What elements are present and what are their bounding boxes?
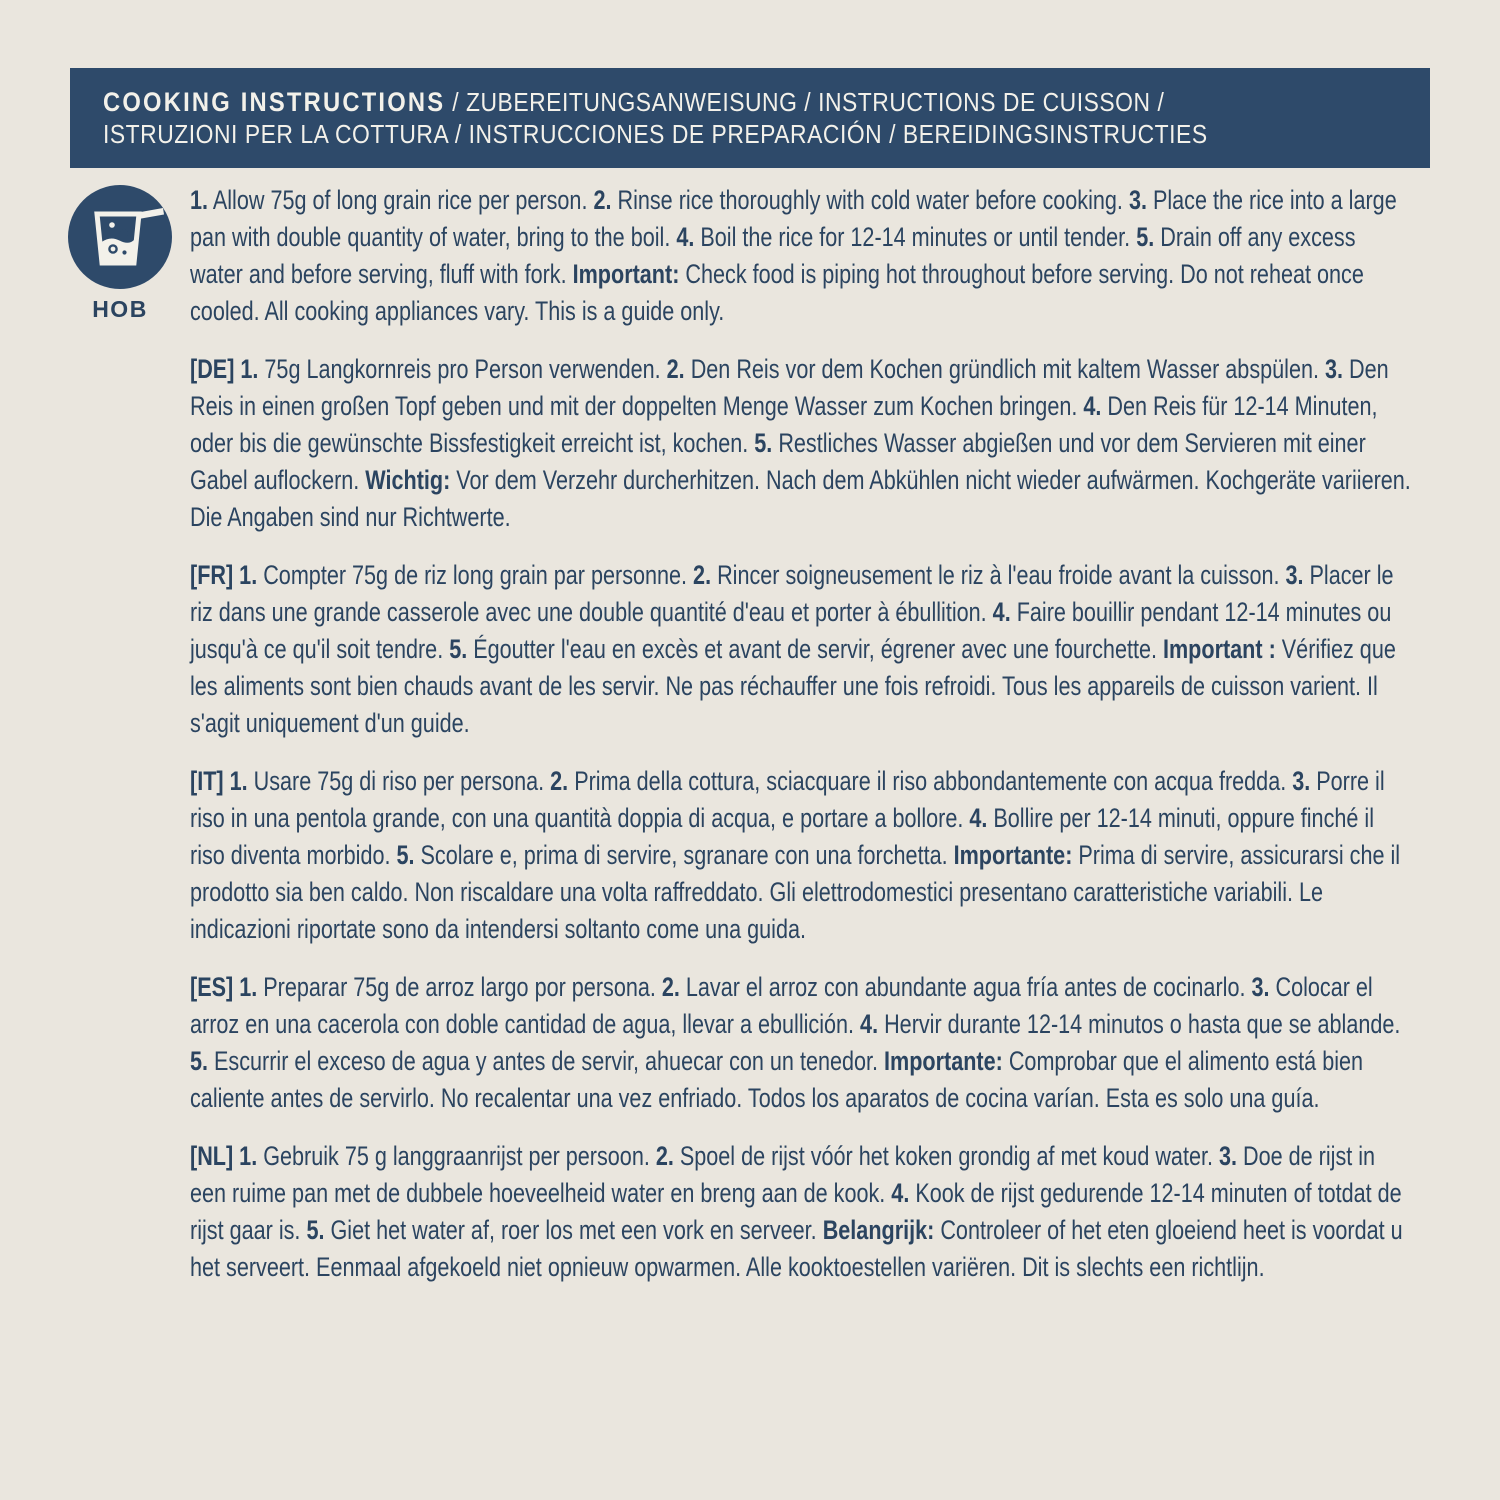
header-title-translations: / ZUBEREITUNGSANWEISUNG / INSTRUCTIONS DE CUISSON / (445, 87, 1165, 117)
instructions-de: [DE] 1. 75g Langkornreis pro Person verwenden. 2. Den Reis vor dem Kochen gründlich mit kaltem Wasser abspülen. 3. Den Reis in einen großen Topf geben und mit der doppelten Menge Wasser zum Kochen bringen. 4. Den Reis für 12-14 Minuten, oder bis die gewünschte Bissfestigkeit erreicht ist, kochen. 5. Restliches Wasser abgießen und vor dem Servieren mit einer Gabel auflockern. Wichtig: Vor dem Verzehr durcherhitzen. Nach dem Abkühlen nicht wieder aufwärmen. Kochgeräte variieren. Die Angaben sind nur Richtwerte. (190, 354, 1411, 532)
instructions-en: 1. Allow 75g of long grain rice per person. 2. Rinse rice thoroughly with cold water before cooking. 3. Place the rice into a large pan with double quantity of water, bring to the boil. 4. Boil the rice for 12-14 minutes or until tender. 5. Drain off any excess water and before serving, fluff with fork. Important: Check food is piping hot throughout before serving. Do not reheat once cooled. All cooking appliances vary. This is a guide only. (190, 185, 1397, 326)
hob-saucepan-icon (68, 185, 172, 289)
hob-label: HOB (92, 296, 148, 322)
instructions-nl: [NL] 1. Gebruik 75 g langgraanrijst per persoon. 2. Spoel de rijst vóór het koken grondig af met koud water. 3. Doe de rijst in een ruime pan met de dubbele hoeveelheid water en breng aan de kook. 4. Kook de rijst gedurende 12-14 minuten of totdat de rijst gaar is. 5. Giet het water af, roer los met een vork en serveer. Belangrijk: Controleer of het eten gloeiend heet is voordat u het serveert. Eenmaal afgekoeld niet opnieuw opwarmen. Alle kooktoestellen variëren. Dit is slechts een richtlijn. (190, 1141, 1403, 1282)
header-title-line2: ISTRUZIONI PER LA COTTURA / INSTRUCCIONES DE PREPARACIÓN / BEREIDINGSINSTRUCTIES (103, 119, 1208, 149)
instructions-it: [IT] 1. Usare 75g di riso per persona. 2. Prima della cottura, sciacquare il riso abbondantemente con acqua fredda. 3. Porre il riso in una pentola grande, con una quantità doppia di acqua, e portare a bollore. 4. Bollire per 12-14 minuti, oppure finché il riso diventa morbido. 5. Scolare e, prima di servire, sgranare con una forchetta. Importante: Prima di servire, assicurarsi che il prodotto sia ben caldo. Non riscaldare una volta raffreddato. Gli elettrodomestici presentano caratteristiche variabili. Le indicazioni riportate sono da intendersi soltanto come una guida. (190, 766, 1401, 944)
header-title-line1 (103, 86, 1430, 118)
header-bar (70, 68, 1430, 168)
instructions-es: [ES] 1. Preparar 75g de arroz largo por persona. 2. Lavar el arroz con abundante agua fría antes de cocinarlo. 3. Colocar el arroz en una cacerola con doble cantidad de agua, llevar a ebullición. 4. Hervir durante 12-14 minutos o hasta que se ablande. 5. Escurrir el exceso de agua y antes de servir, ahuecar con un tenedor. Importante: Comprobar que el alimento está bien caliente antes de servirlo. No recalentar una vez enfriado. Todos los aparatos de cocina varían. Esta es solo una guía. (190, 972, 1401, 1113)
header-title-primary: COOKING INSTRUCTIONS (103, 87, 446, 117)
instructions-fr: [FR] 1. Compter 75g de riz long grain par personne. 2. Rincer soigneusement le riz à l'eau froide avant la cuisson. 3. Placer le riz dans une grande casserole avec une double quantité d'eau et porter à ébullition. 4. Faire bouillir pendant 12-14 minutes ou jusqu'à ce qu'il soit tendre. 5. Égoutter l'eau en excès et avant de servir, égrener avec une fourchette. Important : Vérifiez que les aliments sont bien chauds avant de les servir. Ne pas réchauffer une fois refroidi. Tous les appareils de cuisson varient. Il s'agit uniquement d'un guide. (190, 560, 1396, 738)
instructions-text-column (190, 182, 1412, 1307)
